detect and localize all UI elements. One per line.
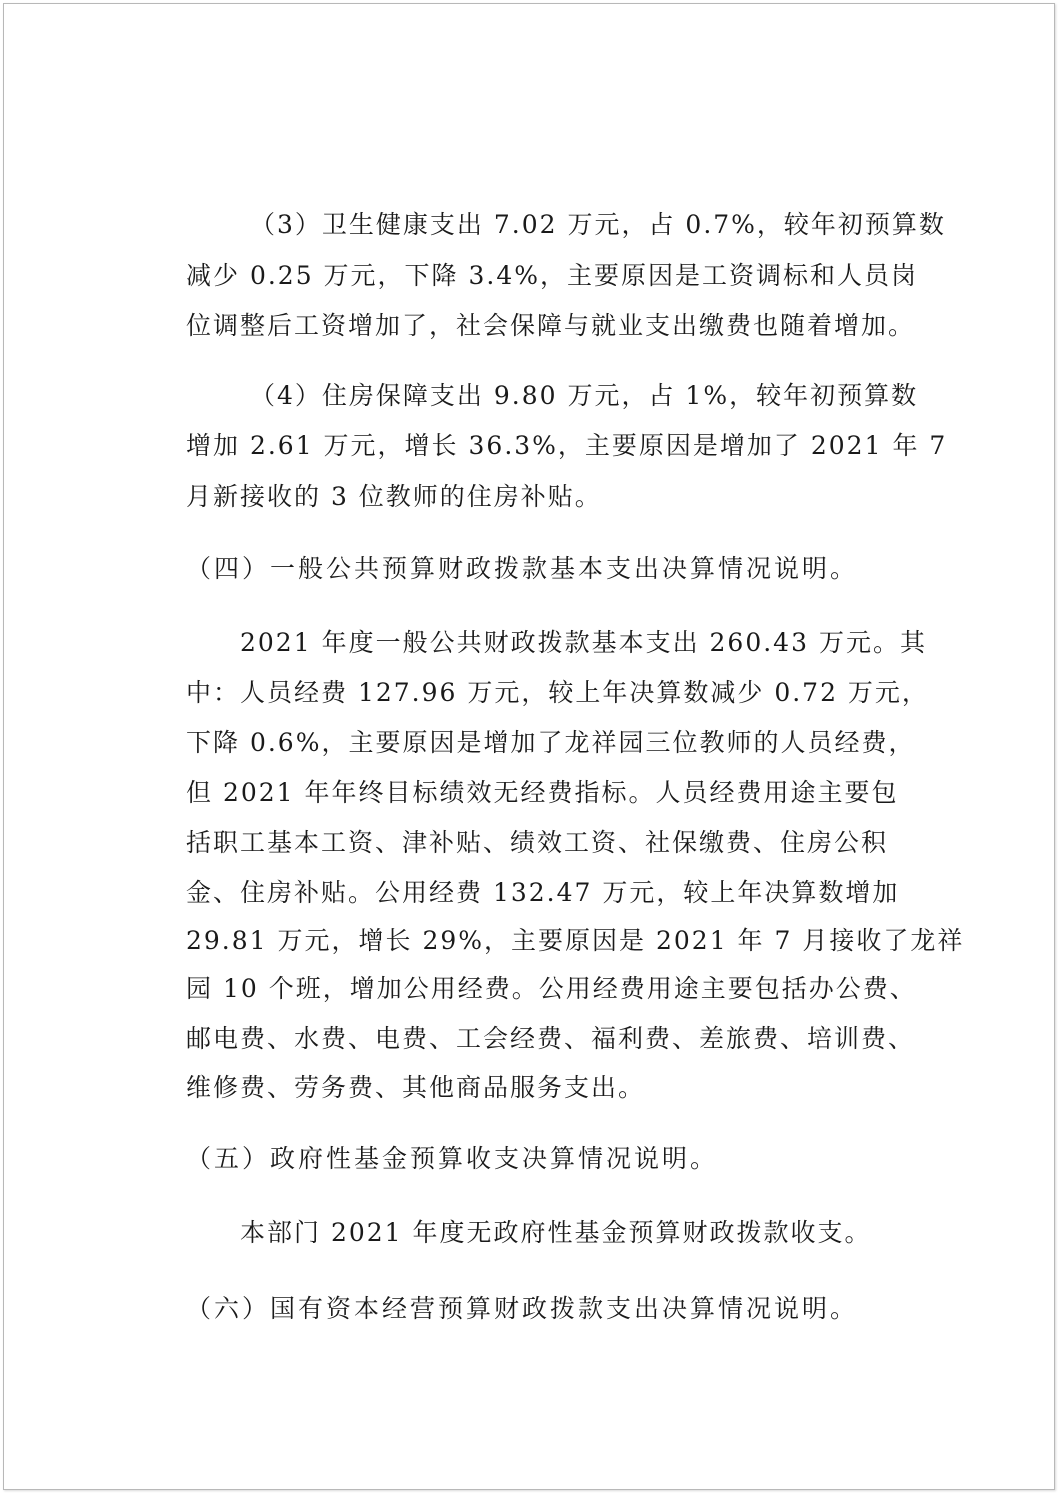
section-heading-6: （六）国有资本经营预算财政拨款支出决算情况说明。	[186, 1294, 859, 1323]
para-housing-line-2: 增加 2.61 万元，增长 36.3%，主要原因是增加了 2021 年 7	[186, 431, 948, 460]
para-housing-line-1: （4）住房保障支出 9.80 万元，占 1%，较年初预算数	[250, 381, 919, 410]
para-health-line-1: （3）卫生健康支出 7.02 万元，占 0.7%，较年初预算数	[250, 210, 946, 239]
para-health-line-3: 位调整后工资增加了，社会保障与就业支出缴费也随着增加。	[186, 311, 916, 340]
para-basic-line-3: 下降 0.6%，主要原因是增加了龙祥园三位教师的人员经费，	[186, 728, 916, 757]
para-basic-line-1: 2021 年度一般公共财政拨款基本支出 260.43 万元。其	[240, 628, 927, 657]
para-basic-line-8: 园 10 个班，增加公用经费。公用经费用途主要包括办公费、	[186, 974, 917, 1003]
document-page	[3, 3, 1055, 1490]
para-basic-line-9: 邮电费、水费、电费、工会经费、福利费、差旅费、培训费、	[186, 1024, 916, 1053]
para-housing-line-3: 月新接收的 3 位教师的住房补贴。	[186, 482, 602, 511]
para-basic-line-10: 维修费、劳务费、其他商品服务支出。	[186, 1073, 646, 1102]
para-basic-line-2: 中：人员经费 127.96 万元，较上年决算数减少 0.72 万元，	[186, 678, 929, 707]
section-heading-5: （五）政府性基金预算收支决算情况说明。	[186, 1144, 719, 1173]
para-fund: 本部门 2021 年度无政府性基金预算财政拨款收支。	[240, 1218, 872, 1247]
para-basic-line-5: 括职工基本工资、津补贴、绩效工资、社保缴费、住房公积	[186, 828, 889, 857]
para-health-line-2: 减少 0.25 万元，下降 3.4%，主要原因是工资调标和人员岗	[186, 261, 919, 290]
para-basic-line-6: 金、住房补贴。公用经费 132.47 万元，较上年决算数增加	[186, 878, 900, 907]
para-basic-line-4: 但 2021 年年终目标绩效无经费指标。人员经费用途主要包	[186, 778, 899, 807]
section-heading-4: （四）一般公共预算财政拨款基本支出决算情况说明。	[186, 554, 859, 583]
para-basic-line-7: 29.81 万元，增长 29%，主要原因是 2021 年 7 月接收了龙祥	[186, 926, 965, 955]
